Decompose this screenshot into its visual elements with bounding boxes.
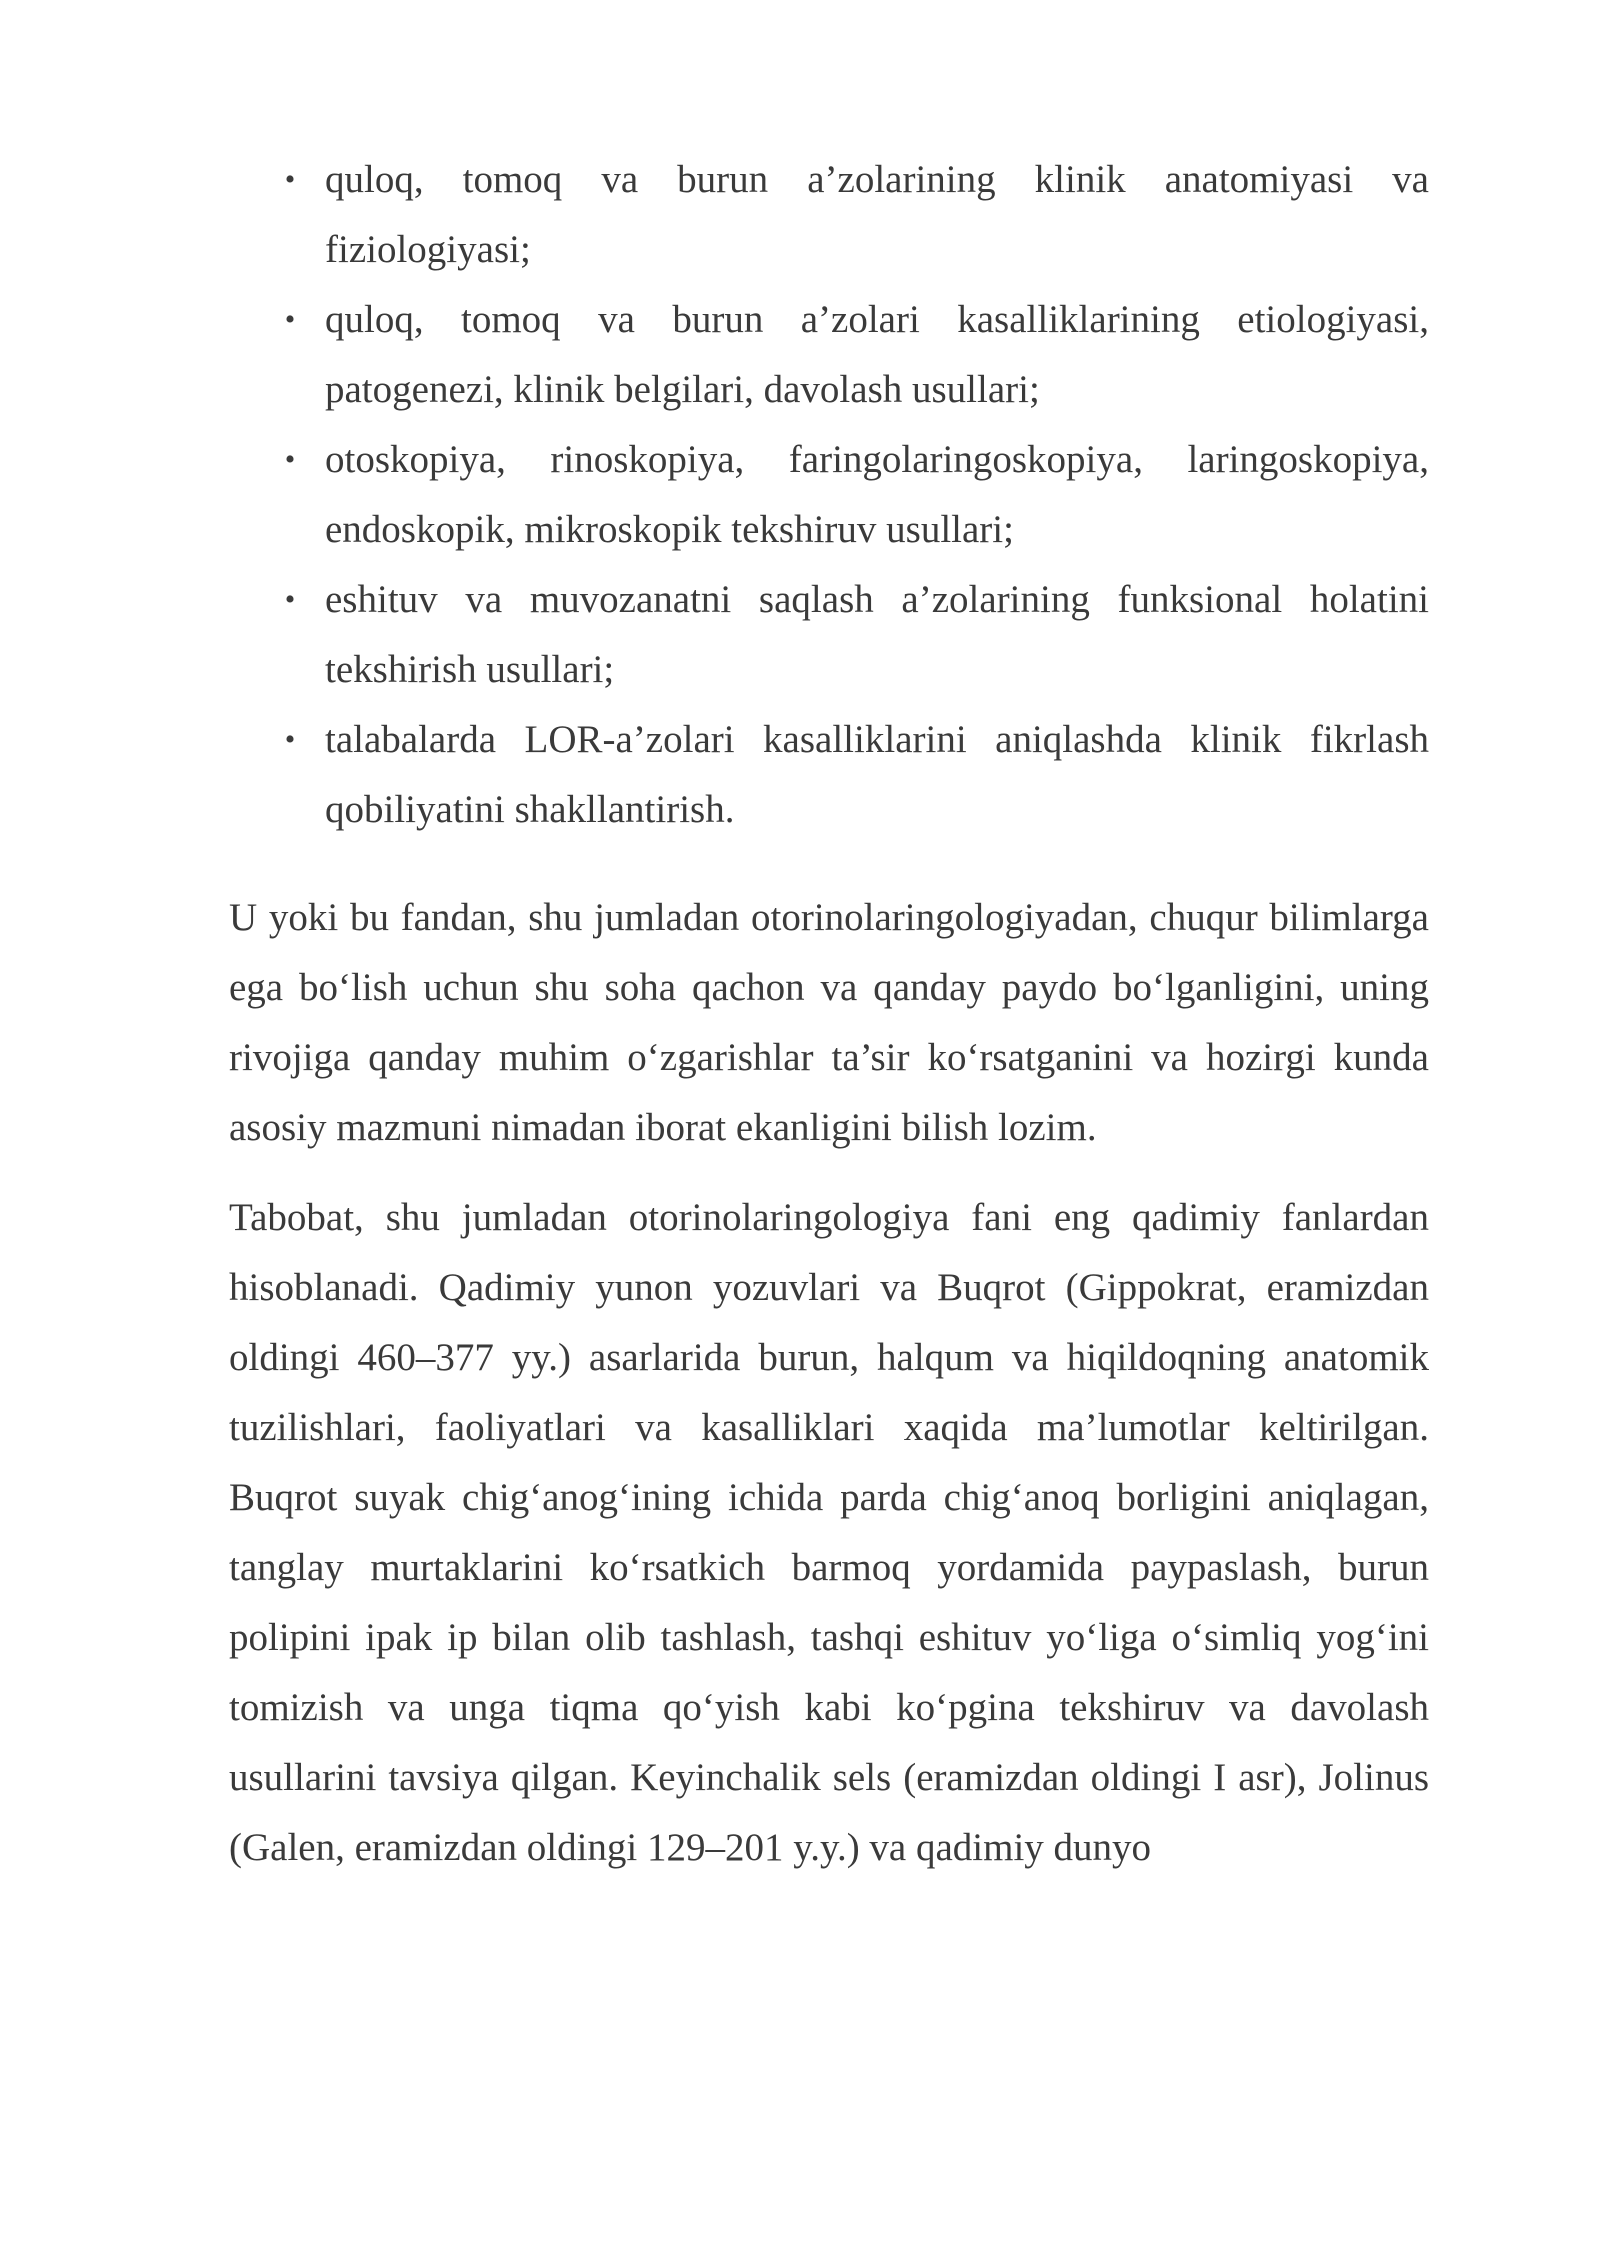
list-item [229,705,1429,845]
document-page [229,145,1429,1883]
body-paragraph: Tabobat, shu jumladan otorinolaringologiya fani eng qadimiy fanlardan hisoblanadi. Qadimiy yunon yozuvlari va Buqrot (Gippokrat, eramizdan oldingi 460–377 yy.) asarlarida burun, halqum va hiqildoqning anatomik tuzilishlari, faoliyatlari va kasalliklari xaqida ma’lumotlar keltirilgan. Buqrot suyak chig‘anog‘ining ichida parda chig‘anoq borligini aniqlagan, tanglay murtaklarini ko‘rsatkich barmoq yordamida paypaslash, burun polipini ipak ip bilan olib tashlash, tashqi eshituv yo‘liga o‘simliq yog‘ini tomizish va unga tiqma qo‘yish kabi ko‘pgina tekshiruv va davolash usullarini tavsiya qilgan. Keyinchalik sels (eramizdan oldingi I asr), Jolinus (Galen, eramizdan oldingi 129–201 y.y.) va qadimiy dunyo [229,1196,1429,1869]
list-item [229,285,1429,425]
bullet-list [229,145,1429,845]
list-item [229,565,1429,705]
list-item-text: eshituv va muvozanatni saqlash a’zolarining funksional holatini tekshirish usullari; [325,578,1429,691]
bullet-icon: • [284,303,296,336]
bullet-icon: • [284,583,296,616]
bullet-icon: • [284,163,296,196]
bullet-icon: • [284,723,296,756]
list-item-text: talabalarda LOR-a’zolari kasalliklarini aniqlashda klinik fikrlash qobiliyatini shakllantirish. [325,718,1429,831]
list-item [229,145,1429,285]
bullet-icon: • [284,443,296,476]
list-item-text: otoskopiya, rinoskopiya, faringolaringoskopiya, laringoskopiya, endoskopik, mikroskopik tekshiruv usullari; [325,438,1429,551]
body-paragraph: U yoki bu fandan, shu jumladan otorinolaringologiyadan, chuqur bilimlarga ega bo‘lish uchun shu soha qachon va qanday paydo bo‘lganligini, uning rivojiga qanday muhim o‘zgarishlar ta’sir ko‘rsatganini va hozirgi kunda asosiy mazmuni nimadan iborat ekanligini bilish lozim. [229,896,1429,1149]
list-item-text: quloq, tomoq va burun a’zolarining klinik anatomiyasi va fiziologiyasi; [325,158,1429,271]
list-item [229,425,1429,565]
list-item-text: quloq, tomoq va burun a’zolari kasalliklarining etiologiyasi, patogenezi, klinik belgilari, davolash usullari; [325,298,1429,411]
